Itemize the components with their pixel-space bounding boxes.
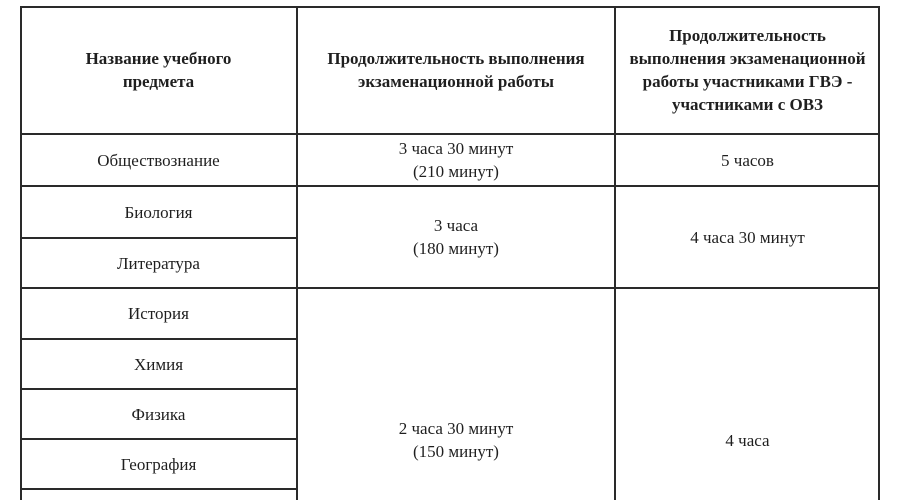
subject-name: История [128, 304, 189, 323]
subject-name: Литература [117, 253, 200, 273]
column-divider [614, 6, 616, 500]
duration-cell [297, 186, 615, 288]
subject-cell [20, 238, 297, 288]
table-border-left [20, 6, 22, 500]
exam-duration-table [20, 6, 880, 500]
header-bottom-rule [20, 133, 880, 135]
table-border-right [878, 6, 880, 500]
table-border-top [20, 6, 880, 8]
subject-name: География [120, 454, 197, 474]
row-divider [20, 338, 297, 340]
header-subject-name-text: Название учебного предмета [85, 49, 232, 91]
header-exam-duration-text: Продолжительность выполнения экзаменационной работы [327, 49, 585, 91]
subject-name: Обществознание [97, 150, 220, 170]
subject-cell [20, 186, 297, 238]
duration-gve-cell [615, 134, 880, 186]
subject-cell [20, 339, 297, 389]
column-divider [296, 6, 298, 500]
row-divider [20, 388, 297, 390]
subject-cell [20, 439, 297, 489]
subject-cell [20, 288, 297, 339]
duration-gve-cell [615, 186, 880, 288]
row-divider [20, 488, 297, 490]
subject-name: Физика [131, 404, 186, 424]
duration-value: 2 часа 30 минут (150 минут) [398, 419, 514, 461]
subject-name: Биология [124, 202, 193, 222]
header-exam-duration-gve [615, 6, 880, 134]
duration-gve-value: 4 часа [725, 430, 770, 450]
duration-value: 3 часа 30 минут (210 минут) [398, 139, 514, 181]
row-divider [20, 438, 297, 440]
row-divider [20, 237, 297, 239]
duration-gve-value: 5 часов [721, 150, 774, 170]
subject-cell [20, 134, 297, 186]
row-divider [20, 185, 880, 187]
subject-cell [20, 389, 297, 439]
duration-gve-cell [615, 288, 880, 500]
header-exam-duration [297, 6, 615, 134]
duration-gve-value: 4 часа 30 минут [690, 227, 805, 247]
header-exam-duration-gve-text: Продолжительность выполнения экзаменационной работы участниками ГВЭ - участниками с ОВЗ [629, 26, 866, 114]
duration-value: 3 часа (180 минут) [413, 216, 499, 258]
duration-cell [297, 288, 615, 500]
header-subject-name [20, 6, 297, 134]
row-divider [20, 287, 880, 289]
subject-name: Химия [133, 354, 184, 374]
duration-cell [297, 134, 615, 186]
